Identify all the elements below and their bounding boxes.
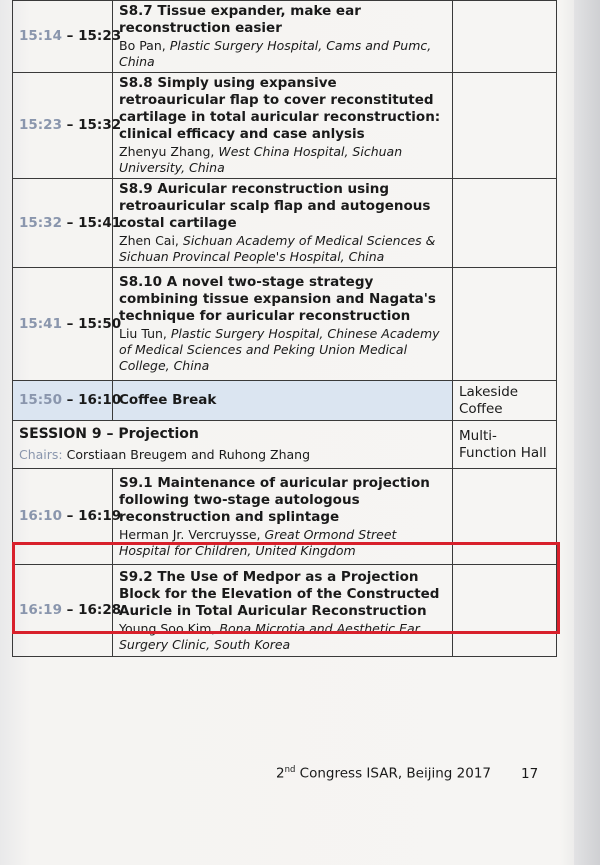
talk-cell <box>113 268 453 381</box>
page-edge <box>574 0 600 865</box>
talk-title: S9.1 Maintenance of auricular projection following two-stage autologous reconstruction and splintage <box>119 474 430 525</box>
talk-author: Zhenyu Zhang, West China Hospital, Sichuan University, China <box>119 144 403 175</box>
room-cell <box>453 73 557 179</box>
table-row <box>13 565 557 657</box>
talk-author: Zhen Cai, Sichuan Academy of Medical Sciences & Sichuan Provincal People's Hospital, China <box>119 233 436 264</box>
room-cell <box>453 179 557 268</box>
room-cell <box>453 565 557 657</box>
talk-title: S8.7 Tissue expander, make ear reconstruction easier <box>119 3 361 36</box>
room-cell <box>453 268 557 381</box>
talk-author: Young Soo Kim, Bona Microtia and Aesthetic Ear Surgery Clinic, South Korea <box>119 620 420 652</box>
talk-cell <box>113 179 453 268</box>
talk-cell <box>113 565 453 657</box>
room-cell <box>453 1 557 73</box>
talk-title: S8.8 Simply using expansive retroauricular flap to cover reconstituted cartilage in total auricular reconstruction: clinical efficacy and case anlysis <box>119 75 441 142</box>
session-title: SESSION 9 – Projection <box>19 426 199 442</box>
talk-title: S8.10 A novel two-stage strategy combining tissue expansion and Nagata's technique for auricular reconstruction <box>119 274 436 324</box>
time-cell: 16:10 – 16:19 <box>13 469 113 565</box>
session-cell <box>13 421 453 469</box>
talk-cell <box>113 73 453 179</box>
talk-title: S9.2 The Use of Medpor as a Projection Block for the Elevation of the Constructed Auricle in Total Auricular Reconstruction <box>119 568 440 619</box>
page-number: 17 <box>521 765 539 782</box>
coffee-break-label: Coffee Break <box>113 381 453 421</box>
program-table <box>12 0 557 657</box>
table-row <box>13 469 557 565</box>
table-row <box>13 1 557 73</box>
talk-cell <box>113 469 453 565</box>
time-cell: 15:50 – 16:10 <box>13 381 113 421</box>
talk-author: Liu Tun, Plastic Surgery Hospital, Chinese Academy of Medical Sciences and Peking Union Medical College, China <box>119 326 440 373</box>
room-cell: Lakeside Coffee <box>453 381 557 421</box>
coffee-break-row <box>13 381 557 421</box>
talk-author: Bo Pan, Plastic Surgery Hospital, Cams and Pumc, China <box>119 38 432 69</box>
talk-cell <box>113 1 453 73</box>
session-row <box>13 421 557 469</box>
room-cell <box>453 469 557 565</box>
talk-author: Herman Jr. Vercruysse, Great Ormond Street Hospital for Children, United Kingdom <box>119 526 397 558</box>
time-cell: 15:41 – 15:50 <box>13 268 113 381</box>
table-row <box>13 73 557 179</box>
room-cell: Multi-Function Hall <box>453 421 557 469</box>
time-cell: 15:32 – 15:41 <box>13 179 113 268</box>
table-row <box>13 268 557 381</box>
page-footer: 2nd Congress ISAR, Beijing 2017 17 <box>276 765 539 782</box>
session-chairs: Chairs: Corstiaan Breugem and Ruhong Zhang <box>19 447 311 462</box>
talk-title: S8.9 Auricular reconstruction using retroauricular scalp flap and autogenous costal cartilage <box>119 181 431 231</box>
time-cell: 15:23 – 15:32 <box>13 73 113 179</box>
time-cell: 16:19 – 16:28 <box>13 565 113 657</box>
time-cell: 15:14 – 15:23 <box>13 1 113 73</box>
table-row <box>13 179 557 268</box>
